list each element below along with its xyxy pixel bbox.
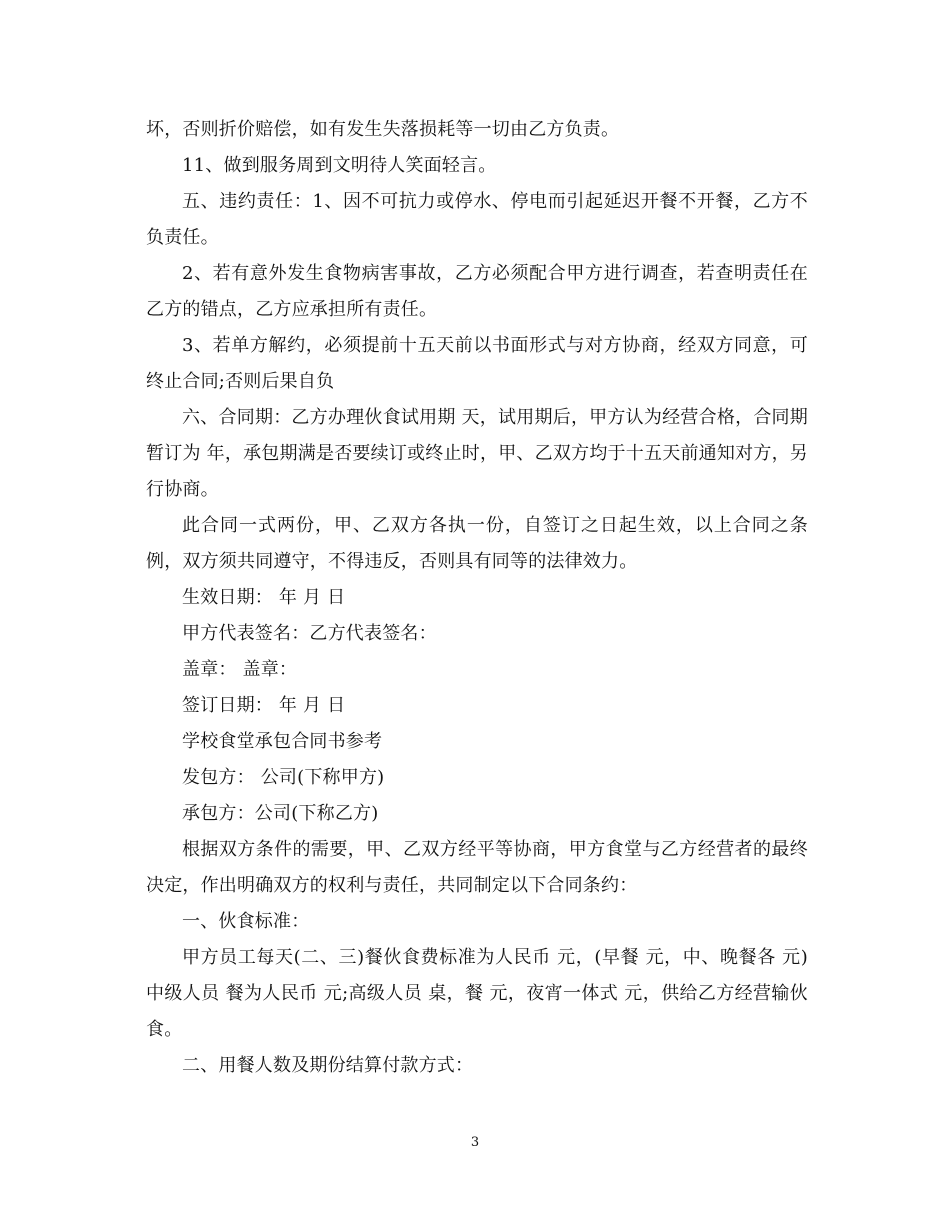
paragraph: 坏，否则折价赔偿，如有发生失落损耗等一切由乙方负责。 (146, 119, 620, 140)
paragraph: 学校食堂承包合同书参考 (182, 731, 383, 752)
paragraph: 生效日期： 年 月 日 (182, 587, 346, 608)
paragraph: 签订日期： 年 月 日 (182, 695, 346, 716)
paragraph: 一、伙食标准： (182, 911, 310, 932)
paragraph: 六、合同期：乙方办理伙食试用期 天，试用期后，甲方认为经营合格，合同期暂订为 年，承包期满是否要续订或终止时，甲、乙双方均于十五天前通知对方，另行协商。 (146, 407, 808, 500)
paragraph: 甲方代表签名：乙方代表签名： (182, 623, 437, 644)
document-body (146, 112, 808, 1084)
paragraph: 2、若有意外发生食物病害事故，乙方必须配合甲方进行调查，若查明责任在乙方的错点，乙方应承担所有责任。 (146, 263, 808, 320)
paragraph: 3、若单方解约，必须提前十五天前以书面形式与对方协商，经双方同意，可终止合同;否则后果自负 (146, 335, 808, 392)
paragraph: 此合同一式两份，甲、乙双方各执一份，自签订之日起生效，以上合同之条例，双方须共同遵守，不得违反，否则具有同等的法律效力。 (146, 515, 808, 572)
paragraph: 11、做到服务周到文明待人笑面轻言。 (182, 155, 497, 176)
paragraph: 根据双方条件的需要，甲、乙双方经平等协商，甲方食堂与乙方经营者的最终决定，作出明确双方的权利与责任，共同制定以下合同条约： (146, 839, 808, 896)
paragraph: 甲方员工每天(二、三)餐伙食费标准为人民币 元，(早餐 元，中、晚餐各 元)中级人员 餐为人民币 元;高级人员 桌，餐 元，夜宵一体式 元，供给乙方经营输伙食。 (146, 947, 808, 1040)
paragraph: 盖章： 盖章： (182, 659, 298, 680)
paragraph: 五、违约责任：1、因不可抗力或停水、停电而引起延迟开餐不开餐，乙方不负责任。 (146, 191, 808, 248)
paragraph: 二、用餐人数及期份结算付款方式： (182, 1055, 474, 1076)
paragraph: 发包方： 公司(下称甲方) (182, 767, 385, 788)
paragraph: 承包方：公司(下称乙方) (182, 803, 379, 824)
page-number: 3 (470, 1135, 480, 1150)
